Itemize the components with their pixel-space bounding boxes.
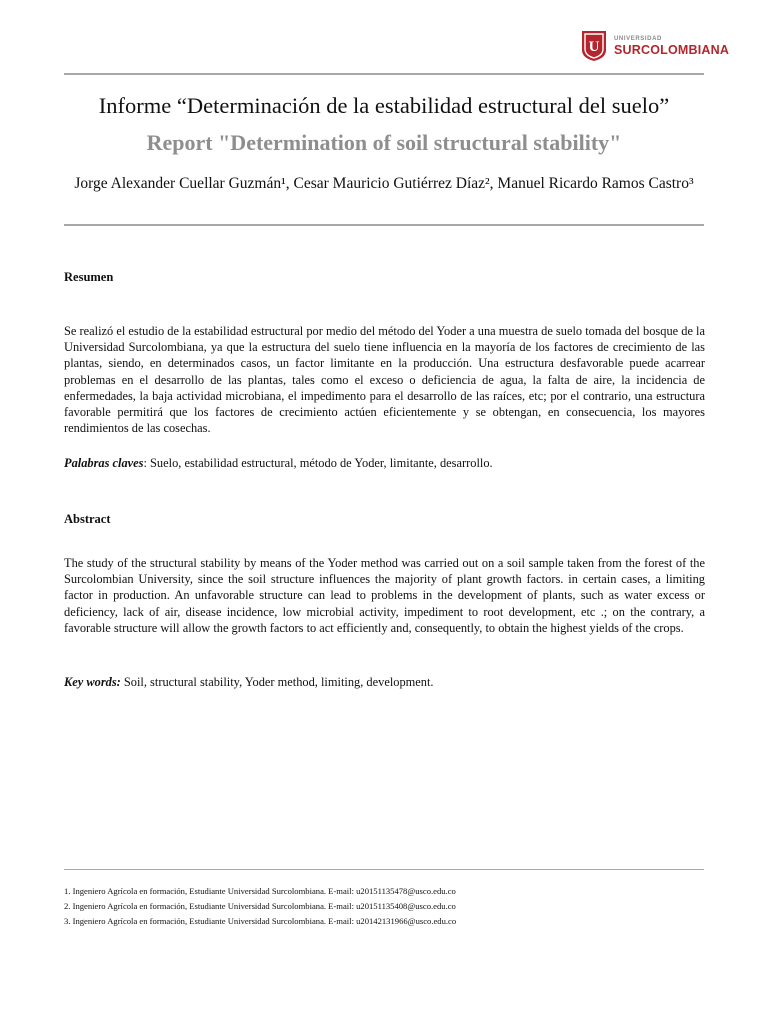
author-list: Jorge Alexander Cuellar Guzmán¹, Cesar Mauricio Gutiérrez Díaz², Manuel Ricardo Ramos Castro³ [74, 175, 694, 192]
footnote-2: 2. Ingeniero Agrícola en formación, Estudiante Universidad Surcolombiana. E-mail: u20151135408@usco.edu.co [64, 901, 456, 911]
key-words-text: Soil, structural stability, Yoder method, limiting, development. [120, 675, 434, 689]
footnote-3: 3. Ingeniero Agrícola en formación, Estudiante Universidad Surcolombiana. E-mail: u20142131966@usco.edu.co [64, 916, 457, 926]
top-divider [64, 73, 704, 75]
logo-small-text: UNIVERSIDAD [614, 35, 662, 42]
resumen-heading: Resumen [64, 270, 114, 284]
abstract-heading: Abstract [64, 512, 111, 526]
abstract-body: The study of the structural stability by means of the Yoder method was carried out on a soil sample taken from the forest of the Surcolombian University, since the soil structure influences the majority of plant growth factors. in certain cases, a limiting factor in production. An unfavorable structure can lead to problems in the development of plants, such as water excess or deficiency, lack of air, disease incidence, low microbial activity, impediment to root development, etc .; on the contrary, a favorable structure will allow the growth factors to act efficiently and, consequently, to obtain the highest yields of the crops. [64, 556, 705, 635]
logo-big-text: SURCOLOMBIANA [614, 42, 730, 57]
footnotes [64, 884, 705, 929]
shield-letter: U [588, 39, 600, 55]
footnote-divider [64, 869, 704, 870]
university-shield-icon [580, 30, 608, 62]
palabras-claves-label: Palabras claves [64, 456, 144, 470]
key-words [64, 674, 705, 690]
footnote-1: 1. Ingeniero Agrícola en formación, Estudiante Universidad Surcolombiana. E-mail: u20151135478@usco.edu.co [64, 886, 456, 896]
resumen-body: Se realizó el estudio de la estabilidad estructural por medio del método del Yoder a una muestra de suelo tomada del bosque de la Universidad Surcolombiana, ya que la estructura del suelo tiene influencia en la mayoría de los factores de crecimiento de las plantas, siendo, en determinados casos, un factor limitante en la producción. Una estructura desfavorable puede acarrear problemas en el desarrollo de las plantas, tales como el exceso o deficiencia de agua, la falta de aire, la incidencia de enfermedades, la baja actividad microbiana, el impedimento para el desarrollo de las raíces, etc; por el contrario, una estructura favorable permitirá que los factores de crecimiento actúen eficientemente y se obtengan, en consecuencia, los mayores rendimientos de las cosechas. [64, 324, 705, 436]
title-spanish: Informe “Determinación de la estabilidad estructural del suelo” [98, 93, 670, 118]
university-logo [580, 29, 740, 63]
palabras-claves [64, 455, 705, 471]
palabras-claves-text: : Suelo, estabilidad estructural, método de Yoder, limitante, desarrollo. [143, 456, 493, 470]
title-english: Report "Determination of soil structural stability" [146, 130, 622, 155]
key-words-label: Key words: [64, 675, 121, 689]
header-divider [64, 224, 704, 226]
